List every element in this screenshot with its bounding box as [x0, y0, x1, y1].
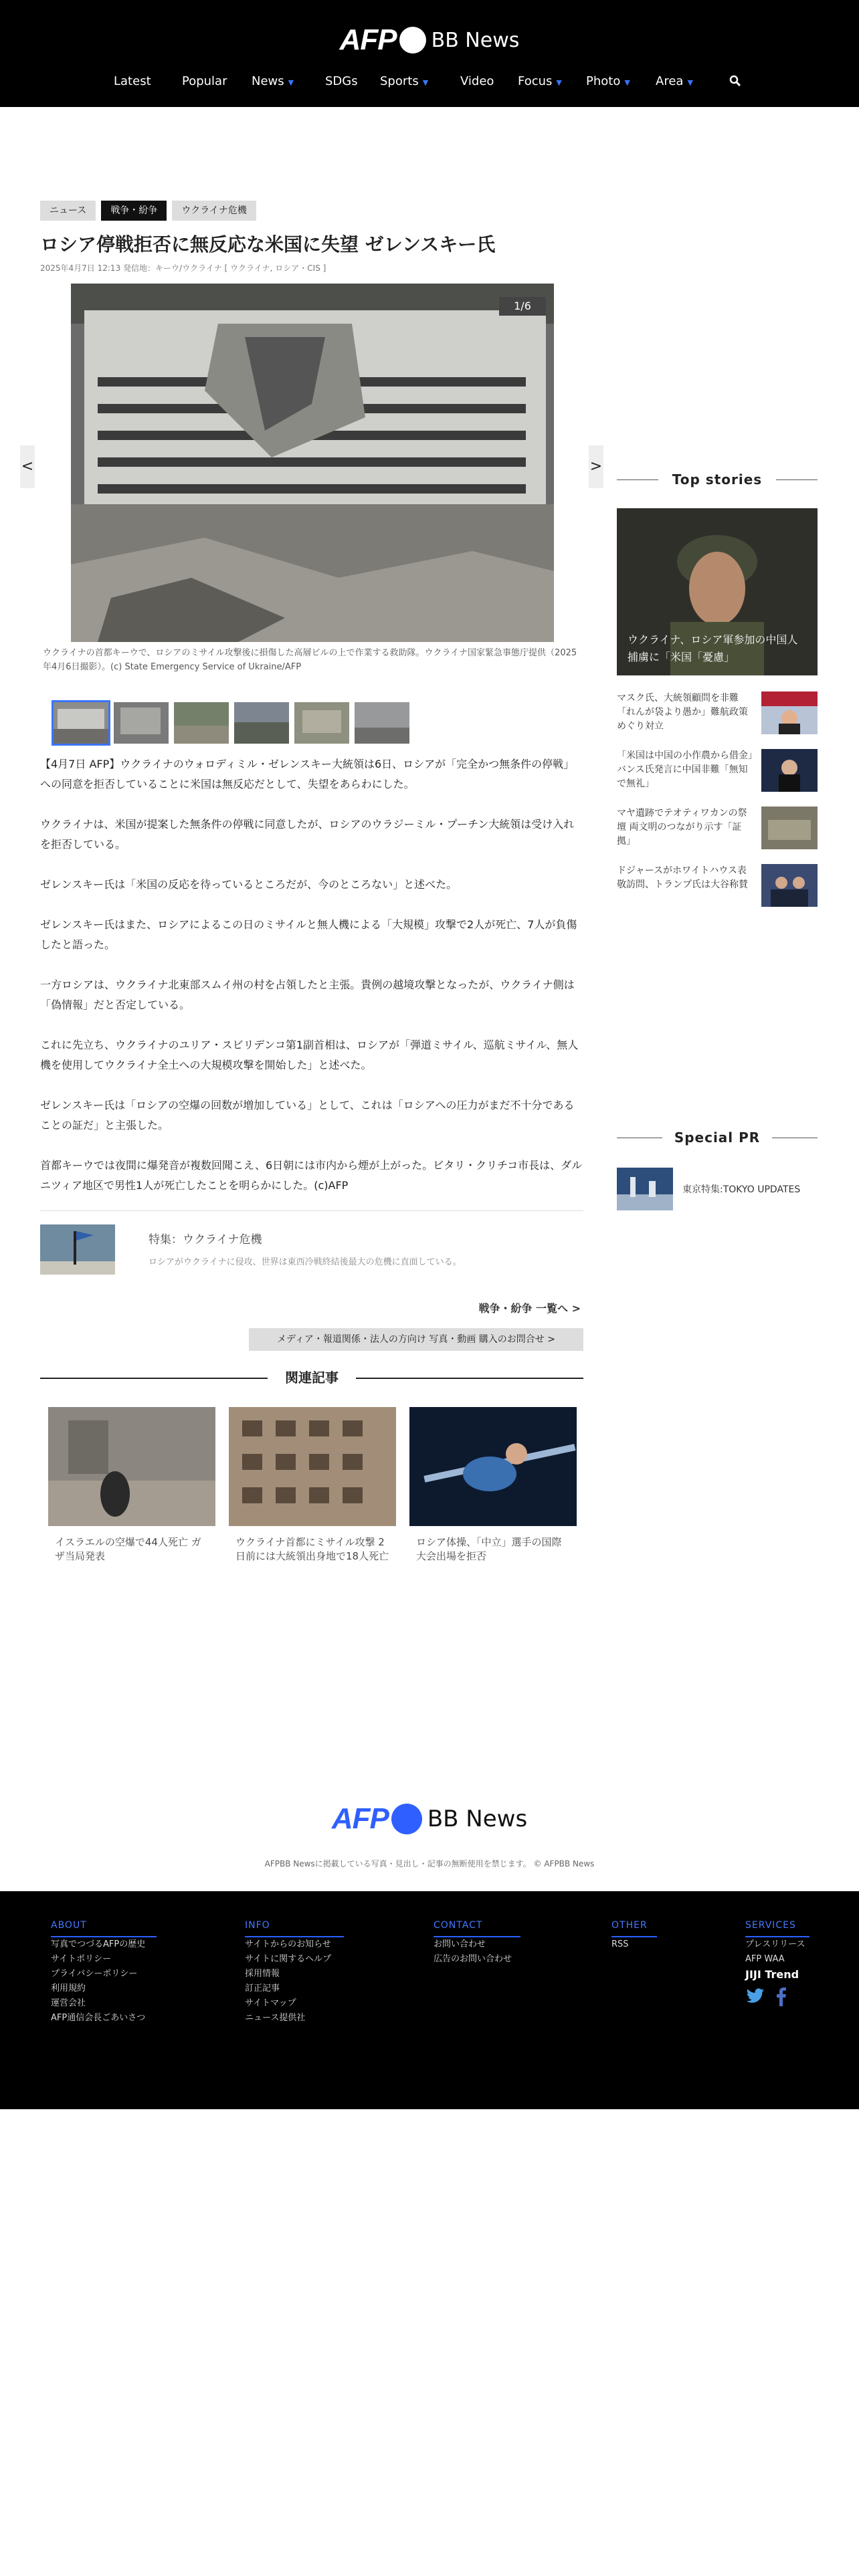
top-story-caption: ウクライナ、ロシア軍参加の中国人捕虜に「米国「憂慮」 [628, 633, 798, 663]
thumbnail[interactable] [234, 702, 289, 744]
related-item[interactable] [229, 1407, 396, 1564]
thumbnail[interactable] [174, 702, 229, 744]
twitter-icon[interactable] [745, 1988, 765, 2005]
nav-video[interactable] [460, 70, 494, 94]
footer-col-contact [434, 1918, 520, 1967]
chevron-down-icon: ▼ [422, 78, 429, 87]
footer-col-about [51, 1918, 157, 2026]
top-story-item[interactable] [617, 807, 818, 853]
footer-link[interactable]: 訂正記事 [245, 1983, 280, 1994]
footer-col-head: INFO [245, 1920, 344, 1937]
related-image [229, 1407, 396, 1526]
footer-link[interactable]: 利用規約 [51, 1983, 86, 1994]
footer-link[interactable]: プレスリリース [745, 1939, 805, 1949]
footer-col-info [245, 1918, 344, 2026]
special-pr-label: Special PR [674, 1130, 761, 1146]
special-feature-desc: ロシアがウクライナに侵攻、世界は東西冷戦終結後最大の危機に直面している。 [149, 1257, 462, 1267]
nav-label: Latest [114, 74, 151, 88]
divider [356, 1378, 583, 1379]
related-item[interactable] [409, 1407, 577, 1564]
footer-link[interactable]: お問い合わせ [434, 1939, 486, 1949]
tag-list [40, 201, 583, 221]
footer-link[interactable]: 広告のお問い合わせ [434, 1954, 512, 1964]
top-story-item[interactable] [617, 864, 818, 911]
photo-prev-button[interactable]: < [20, 445, 35, 488]
nav-label: Area [656, 74, 684, 88]
logo-bbnews: BB News [427, 1806, 528, 1832]
contact-purchase-button[interactable]: メディア・報道関係・法人の方向け 写真・動画 購入のお問合せ > [249, 1328, 583, 1351]
special-feature[interactable] [40, 1210, 583, 1277]
related-heading [40, 1364, 583, 1391]
chevron-down-icon: ▼ [288, 78, 294, 87]
logo-dot-icon [399, 27, 426, 53]
footer-link[interactable]: ニュース提供社 [245, 2013, 306, 2023]
article-title: ロシア停戦拒否に無反応な米国に失望 ゼレンスキー氏 [40, 233, 496, 255]
top-story-title: マヤ遺跡でテオティワカンの祭壇 両文明のつながり示す「証拠」 [617, 808, 747, 847]
tag-news[interactable]: ニュース [40, 201, 96, 221]
chevron-down-icon: ▼ [556, 78, 562, 87]
nav-news[interactable] [252, 70, 294, 94]
social-links [745, 1988, 809, 2006]
jiji-trend-link[interactable]: JIJI Trend [745, 1968, 799, 1981]
article-paragraph: これに先立ち、ウクライナのユリア・スビリデンコ第1副首相は、ロシアが「弾道ミサイル、巡航ミサイル、無人機を使用してウクライナ全土への大規模攻撃を開始した」と述べた。 [40, 1039, 579, 1071]
search-icon[interactable] [729, 75, 741, 87]
related-image [409, 1407, 577, 1526]
photo-next-button[interactable]: > [589, 445, 603, 488]
tag-ukraine[interactable]: ウクライナ危機 [172, 201, 256, 221]
thumbnail[interactable] [355, 702, 409, 744]
top-stories-heading [617, 469, 818, 490]
related-caption: ロシア体操、「中立」選手の国際大会出場を拒否 [416, 1536, 562, 1562]
chevron-down-icon: ▼ [687, 78, 693, 87]
article-paragraph: ゼレンスキー氏は「米国の反応を待っているところだが、今のところない」と述べた。 [40, 878, 458, 891]
nav-label: Focus [518, 74, 553, 88]
nav-label: Photo [586, 74, 621, 88]
article-paragraph: 【4月7日 AFP】ウクライナのウォロディミル・ゼレンスキー大統領は6日、ロシアが「完全かつ無条件の停戦」への同意を拒否していることに米国は無反応だとして、失望をあらわにした。 [40, 758, 575, 790]
photo-thumbnails [54, 702, 409, 744]
photo-building-image [71, 284, 554, 642]
article-paragraph: ウクライナは、米国が提案した無条件の停戦に同意したが、ロシアのウラジーミル・プーチン大統領は受け入れを拒否している。 [40, 818, 575, 851]
divider [776, 479, 818, 480]
top-story-thumb [761, 807, 818, 849]
facebook-icon[interactable] [775, 1988, 787, 2006]
footer-col-head: CONTACT [434, 1920, 520, 1937]
site-footer [0, 1891, 859, 2109]
top-story-item[interactable] [617, 749, 818, 796]
category-list-link[interactable]: 戦争・紛争 一覧へ > [478, 1302, 581, 1315]
article-paragraph: 首都キーウでは夜間に爆発音が複数回聞こえ、6日朝には市内から煙が上がった。ビタリ・クリチコ市長は、ダルニツィア地区で男性1人が死亡したことを明らかにした。(c)AFP [40, 1159, 583, 1192]
thumbnail[interactable] [114, 702, 169, 744]
nav-label: Video [460, 74, 494, 88]
footer-link[interactable]: 写真でつづるAFPの歴史 [51, 1939, 146, 1949]
tag-war[interactable]: 戦争・紛争 [101, 201, 167, 221]
thumbnail[interactable] [294, 702, 349, 744]
site-header [0, 0, 859, 107]
divider [617, 479, 658, 480]
footer-link[interactable]: AFP通信会長ごあいさつ [51, 2013, 146, 2023]
related-item[interactable] [48, 1407, 215, 1564]
special-pr-thumb [617, 1168, 673, 1210]
footer-logo[interactable] [0, 1799, 859, 1839]
special-feature-title: 特集：ウクライナ危機 [149, 1233, 262, 1247]
thumbnail[interactable] [54, 702, 108, 744]
logo-afp: AFP [339, 23, 397, 56]
footer-col-head: OTHER [611, 1920, 657, 1937]
nav-label: Sports [380, 74, 419, 88]
divider [40, 1378, 268, 1379]
nav-focus[interactable] [518, 70, 562, 94]
footer-link[interactable]: サイトに関するヘルプ [245, 1954, 332, 1964]
nav-label: SDGs [325, 74, 358, 88]
article-paragraph: ゼレンスキー氏は「ロシアの空爆の回数が増加している」として、これは「ロシアへの圧力がまだ不十分であることの証だ」と主張した。 [40, 1099, 575, 1132]
article-body [40, 754, 583, 1216]
nav-label: News [252, 74, 284, 88]
main-photo[interactable] [71, 284, 554, 642]
top-story-title: マスク氏、大統領顧問を非難「れんが袋より愚か」難航政策めぐり対立 [617, 693, 748, 732]
nav-label: Popular [182, 74, 227, 88]
top-story-thumb [761, 864, 818, 907]
footer-col-other [611, 1918, 657, 1952]
nav-latest[interactable] [114, 70, 151, 94]
footer-col-head: SERVICES [745, 1920, 809, 1937]
photo-caption: ウクライナの首都キーウで、ロシアのミサイル攻撃後に損傷した高層ビルの上で作業する救助隊。ウクライナ国家緊急事態庁提供（2025年4月6日撮影）。(c) State Emergency Service of Ukraine/AFP [43, 648, 577, 672]
related-caption: ウクライナ首都にミサイル攻撃 2日前には大統領出身地で18人死亡 [235, 1536, 389, 1562]
footer-link[interactable]: 運営会社 [51, 1998, 86, 2008]
nav-photo[interactable] [586, 70, 630, 94]
top-story-main[interactable] [617, 508, 818, 675]
special-feature-image [40, 1224, 115, 1275]
footer-link[interactable]: RSS [611, 1939, 629, 1949]
copyright: AFPBB Newsに掲載している写真・見出し・記事の無断使用を禁じます。 © AFPBB News [264, 1859, 595, 1868]
top-story-thumb [761, 749, 818, 792]
article-paragraph: ゼレンスキー氏はまた、ロシアによるこの日のミサイルと無人機による「大規模」攻撃で2人が死亡、7人が負傷したと語った。 [40, 918, 577, 951]
top-story-item[interactable] [617, 691, 818, 738]
footer-link[interactable]: 採用情報 [245, 1969, 280, 1979]
logo-afp: AFP [331, 1802, 389, 1835]
related-caption: イスラエルの空爆で44人死亡 ガザ当局発表 [55, 1536, 201, 1562]
photo-counter: 1/6 [499, 297, 546, 316]
footer-link[interactable]: プライバシーポリシー [51, 1969, 138, 1979]
article-meta: 2025年4月7日 12:13 発信地：キーウ/ウクライナ [ ウクライナ, ロシア・CIS ] [40, 263, 326, 273]
nav-sports[interactable] [380, 70, 428, 94]
footer-col-services [745, 1918, 809, 2006]
main-nav [0, 70, 859, 94]
footer-link[interactable]: サイトからのお知らせ [245, 1939, 331, 1949]
special-pr-title: 東京特集:TOKYO UPDATES [682, 1184, 801, 1195]
nav-popular[interactable] [182, 70, 227, 94]
article-header [40, 201, 583, 274]
logo-dot-icon [391, 1804, 422, 1834]
special-pr-heading [617, 1128, 818, 1148]
top-story-thumb [761, 691, 818, 734]
footer-col-head: ABOUT [51, 1920, 157, 1937]
footer-link[interactable]: AFP WAA [745, 1954, 785, 1964]
footer-link[interactable]: サイトマップ [245, 1998, 296, 2008]
nav-sdgs[interactable] [325, 70, 358, 94]
chevron-down-icon: ▼ [624, 78, 630, 87]
top-stories-label: Top stories [672, 471, 763, 488]
related-heading-label: 関連記事 [285, 1370, 339, 1386]
logo-bbnews: BB News [431, 28, 520, 52]
special-pr-item[interactable] [617, 1168, 818, 1214]
top-story-title: 「米国は中国の小作農から借金」バンス氏発言に中国非難「無知で無礼」 [617, 750, 753, 789]
related-image [48, 1407, 215, 1526]
article-paragraph: 一方ロシアは、ウクライナ北東部スムイ州の村を占領したと主張。貴例の越境攻撃となったが、ウクライナ側は「偽情報」だと否定している。 [40, 978, 575, 1011]
nav-area[interactable] [656, 70, 693, 94]
site-logo[interactable] [0, 20, 859, 60]
footer-link[interactable]: サイトポリシー [51, 1954, 112, 1964]
top-story-title: ドジャースがホワイトハウス表敬訪問、トランプ氏は大谷称賛 [617, 865, 748, 890]
